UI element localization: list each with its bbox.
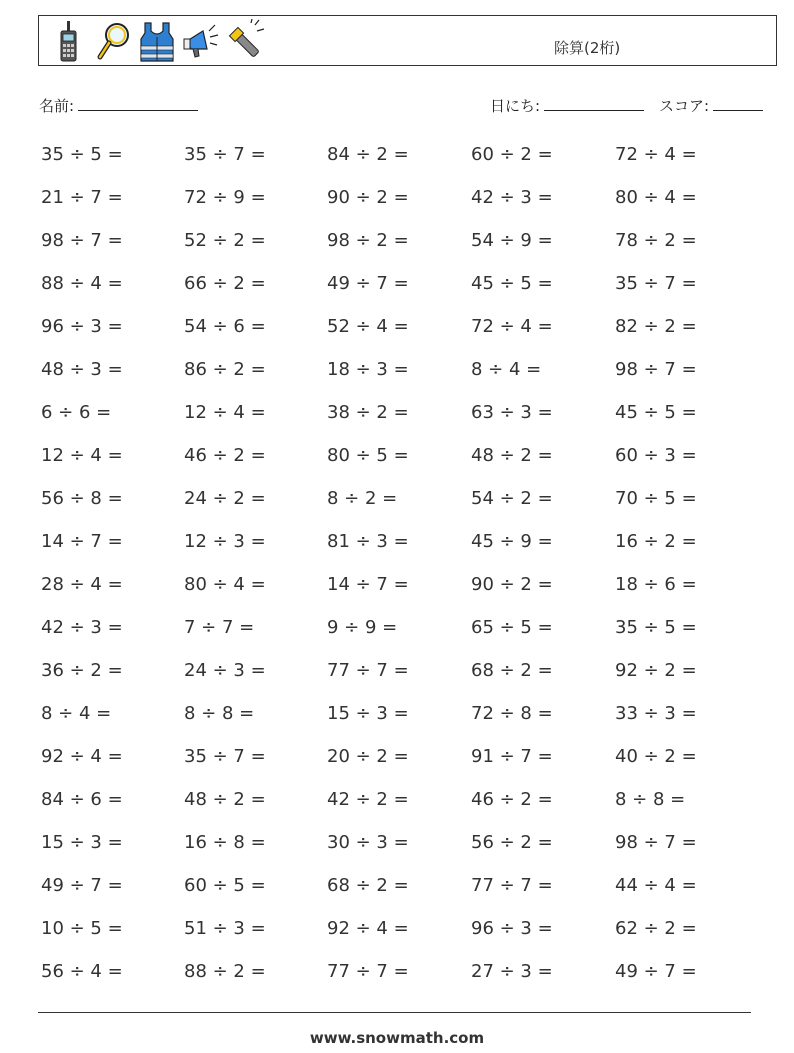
worksheet-title: 除算(2桁) (554, 39, 621, 57)
problem-r3-c1: 98 ÷ 7 = (41, 230, 123, 251)
problem-r2-c3: 90 ÷ 2 = (327, 187, 409, 208)
score-blank[interactable] (713, 96, 763, 111)
problem-r8-c5: 60 ÷ 3 = (615, 445, 697, 466)
problem-r13-c2: 24 ÷ 3 = (184, 660, 266, 681)
problem-r12-c1: 42 ÷ 3 = (41, 617, 123, 638)
problem-r4-c3: 49 ÷ 7 = (327, 273, 409, 294)
problem-r9-c1: 56 ÷ 8 = (41, 488, 123, 509)
problem-r2-c2: 72 ÷ 9 = (184, 187, 266, 208)
problem-r1-c3: 84 ÷ 2 = (327, 144, 409, 165)
problem-r18-c4: 77 ÷ 7 = (471, 875, 553, 896)
problem-r13-c1: 36 ÷ 2 = (41, 660, 123, 681)
problem-r8-c3: 80 ÷ 5 = (327, 445, 409, 466)
problem-r14-c1: 8 ÷ 4 = (41, 703, 112, 724)
problem-r4-c5: 35 ÷ 7 = (615, 273, 697, 294)
problem-r10-c3: 81 ÷ 3 = (327, 531, 409, 552)
problem-r6-c5: 98 ÷ 7 = (615, 359, 697, 380)
problem-r7-c3: 38 ÷ 2 = (327, 402, 409, 423)
problem-r2-c1: 21 ÷ 7 = (41, 187, 123, 208)
problem-r16-c1: 84 ÷ 6 = (41, 789, 123, 810)
problem-r12-c5: 35 ÷ 5 = (615, 617, 697, 638)
problem-r14-c2: 8 ÷ 8 = (184, 703, 255, 724)
problem-r3-c3: 98 ÷ 2 = (327, 230, 409, 251)
problem-r3-c4: 54 ÷ 9 = (471, 230, 553, 251)
problem-r14-c4: 72 ÷ 8 = (471, 703, 553, 724)
problem-r15-c1: 92 ÷ 4 = (41, 746, 123, 767)
problem-r10-c1: 14 ÷ 7 = (41, 531, 123, 552)
problem-r15-c3: 20 ÷ 2 = (327, 746, 409, 767)
problem-r17-c4: 56 ÷ 2 = (471, 832, 553, 853)
problem-r4-c1: 88 ÷ 4 = (41, 273, 123, 294)
problem-r5-c4: 72 ÷ 4 = (471, 316, 553, 337)
problem-r19-c3: 92 ÷ 4 = (327, 918, 409, 939)
problem-r11-c1: 28 ÷ 4 = (41, 574, 123, 595)
name-blank[interactable] (78, 96, 198, 111)
problem-r15-c5: 40 ÷ 2 = (615, 746, 697, 767)
date-blank[interactable] (544, 96, 644, 111)
walkie-talkie-icon (49, 19, 89, 63)
problem-r1-c5: 72 ÷ 4 = (615, 144, 697, 165)
problem-r4-c4: 45 ÷ 5 = (471, 273, 553, 294)
problem-r7-c5: 45 ÷ 5 = (615, 402, 697, 423)
footer-site: www.snowmath.com (309, 1029, 485, 1047)
problem-r17-c5: 98 ÷ 7 = (615, 832, 697, 853)
problem-r4-c2: 66 ÷ 2 = (184, 273, 266, 294)
problem-r1-c2: 35 ÷ 7 = (184, 144, 266, 165)
problem-r3-c2: 52 ÷ 2 = (184, 230, 266, 251)
problem-r15-c2: 35 ÷ 7 = (184, 746, 266, 767)
problem-r9-c5: 70 ÷ 5 = (615, 488, 697, 509)
footer-divider (38, 1012, 751, 1013)
problem-r8-c1: 12 ÷ 4 = (41, 445, 123, 466)
safety-vest-icon (137, 19, 177, 63)
problem-r5-c2: 54 ÷ 6 = (184, 316, 266, 337)
problem-r17-c1: 15 ÷ 3 = (41, 832, 123, 853)
problem-r6-c2: 86 ÷ 2 = (184, 359, 266, 380)
problem-r16-c4: 46 ÷ 2 = (471, 789, 553, 810)
problem-r6-c1: 48 ÷ 3 = (41, 359, 123, 380)
date-field (490, 95, 644, 116)
problem-r18-c1: 49 ÷ 7 = (41, 875, 123, 896)
problem-r11-c2: 80 ÷ 4 = (184, 574, 266, 595)
header-icons (49, 19, 265, 63)
problem-r20-c5: 49 ÷ 7 = (615, 961, 697, 982)
problem-r7-c1: 6 ÷ 6 = (41, 402, 112, 423)
problem-r14-c3: 15 ÷ 3 = (327, 703, 409, 724)
problem-r11-c5: 18 ÷ 6 = (615, 574, 697, 595)
flashlight-icon (225, 19, 265, 63)
problem-r10-c4: 45 ÷ 9 = (471, 531, 553, 552)
megaphone-icon (181, 19, 221, 63)
problem-r11-c4: 90 ÷ 2 = (471, 574, 553, 595)
problem-r20-c2: 88 ÷ 2 = (184, 961, 266, 982)
magnifier-icon (93, 19, 133, 63)
problem-r16-c5: 8 ÷ 8 = (615, 789, 686, 810)
problem-r6-c4: 8 ÷ 4 = (471, 359, 542, 380)
problem-r20-c1: 56 ÷ 4 = (41, 961, 123, 982)
problem-r20-c4: 27 ÷ 3 = (471, 961, 553, 982)
name-field (39, 95, 198, 116)
problem-r3-c5: 78 ÷ 2 = (615, 230, 697, 251)
problem-r19-c5: 62 ÷ 2 = (615, 918, 697, 939)
problem-r12-c2: 7 ÷ 7 = (184, 617, 255, 638)
problem-r5-c5: 82 ÷ 2 = (615, 316, 697, 337)
worksheet-header (38, 15, 777, 66)
problem-r8-c4: 48 ÷ 2 = (471, 445, 553, 466)
problem-r19-c1: 10 ÷ 5 = (41, 918, 123, 939)
problem-r5-c1: 96 ÷ 3 = (41, 316, 123, 337)
problem-r9-c2: 24 ÷ 2 = (184, 488, 266, 509)
problem-r18-c2: 60 ÷ 5 = (184, 875, 266, 896)
problem-r2-c5: 80 ÷ 4 = (615, 187, 697, 208)
problem-r10-c2: 12 ÷ 3 = (184, 531, 266, 552)
problem-r15-c4: 91 ÷ 7 = (471, 746, 553, 767)
problem-r19-c2: 51 ÷ 3 = (184, 918, 266, 939)
problem-r5-c3: 52 ÷ 4 = (327, 316, 409, 337)
problem-r1-c4: 60 ÷ 2 = (471, 144, 553, 165)
problem-r13-c3: 77 ÷ 7 = (327, 660, 409, 681)
problem-r18-c3: 68 ÷ 2 = (327, 875, 409, 896)
problem-r7-c4: 63 ÷ 3 = (471, 402, 553, 423)
problem-r18-c5: 44 ÷ 4 = (615, 875, 697, 896)
problem-r9-c3: 8 ÷ 2 = (327, 488, 398, 509)
problem-r12-c3: 9 ÷ 9 = (327, 617, 398, 638)
problem-r19-c4: 96 ÷ 3 = (471, 918, 553, 939)
problem-r6-c3: 18 ÷ 3 = (327, 359, 409, 380)
name-label: 名前: (39, 97, 75, 115)
problem-r14-c5: 33 ÷ 3 = (615, 703, 697, 724)
score-label: スコア: (659, 97, 710, 115)
problem-r1-c1: 35 ÷ 5 = (41, 144, 123, 165)
problem-r13-c5: 92 ÷ 2 = (615, 660, 697, 681)
problem-r7-c2: 12 ÷ 4 = (184, 402, 266, 423)
problem-r10-c5: 16 ÷ 2 = (615, 531, 697, 552)
problem-r16-c3: 42 ÷ 2 = (327, 789, 409, 810)
problem-r13-c4: 68 ÷ 2 = (471, 660, 553, 681)
problem-r2-c4: 42 ÷ 3 = (471, 187, 553, 208)
problem-r17-c3: 30 ÷ 3 = (327, 832, 409, 853)
date-label: 日にち: (490, 97, 541, 115)
problem-r16-c2: 48 ÷ 2 = (184, 789, 266, 810)
score-field (659, 95, 763, 116)
problem-r11-c3: 14 ÷ 7 = (327, 574, 409, 595)
problem-r12-c4: 65 ÷ 5 = (471, 617, 553, 638)
problem-r20-c3: 77 ÷ 7 = (327, 961, 409, 982)
problem-r17-c2: 16 ÷ 8 = (184, 832, 266, 853)
problem-r9-c4: 54 ÷ 2 = (471, 488, 553, 509)
problem-r8-c2: 46 ÷ 2 = (184, 445, 266, 466)
